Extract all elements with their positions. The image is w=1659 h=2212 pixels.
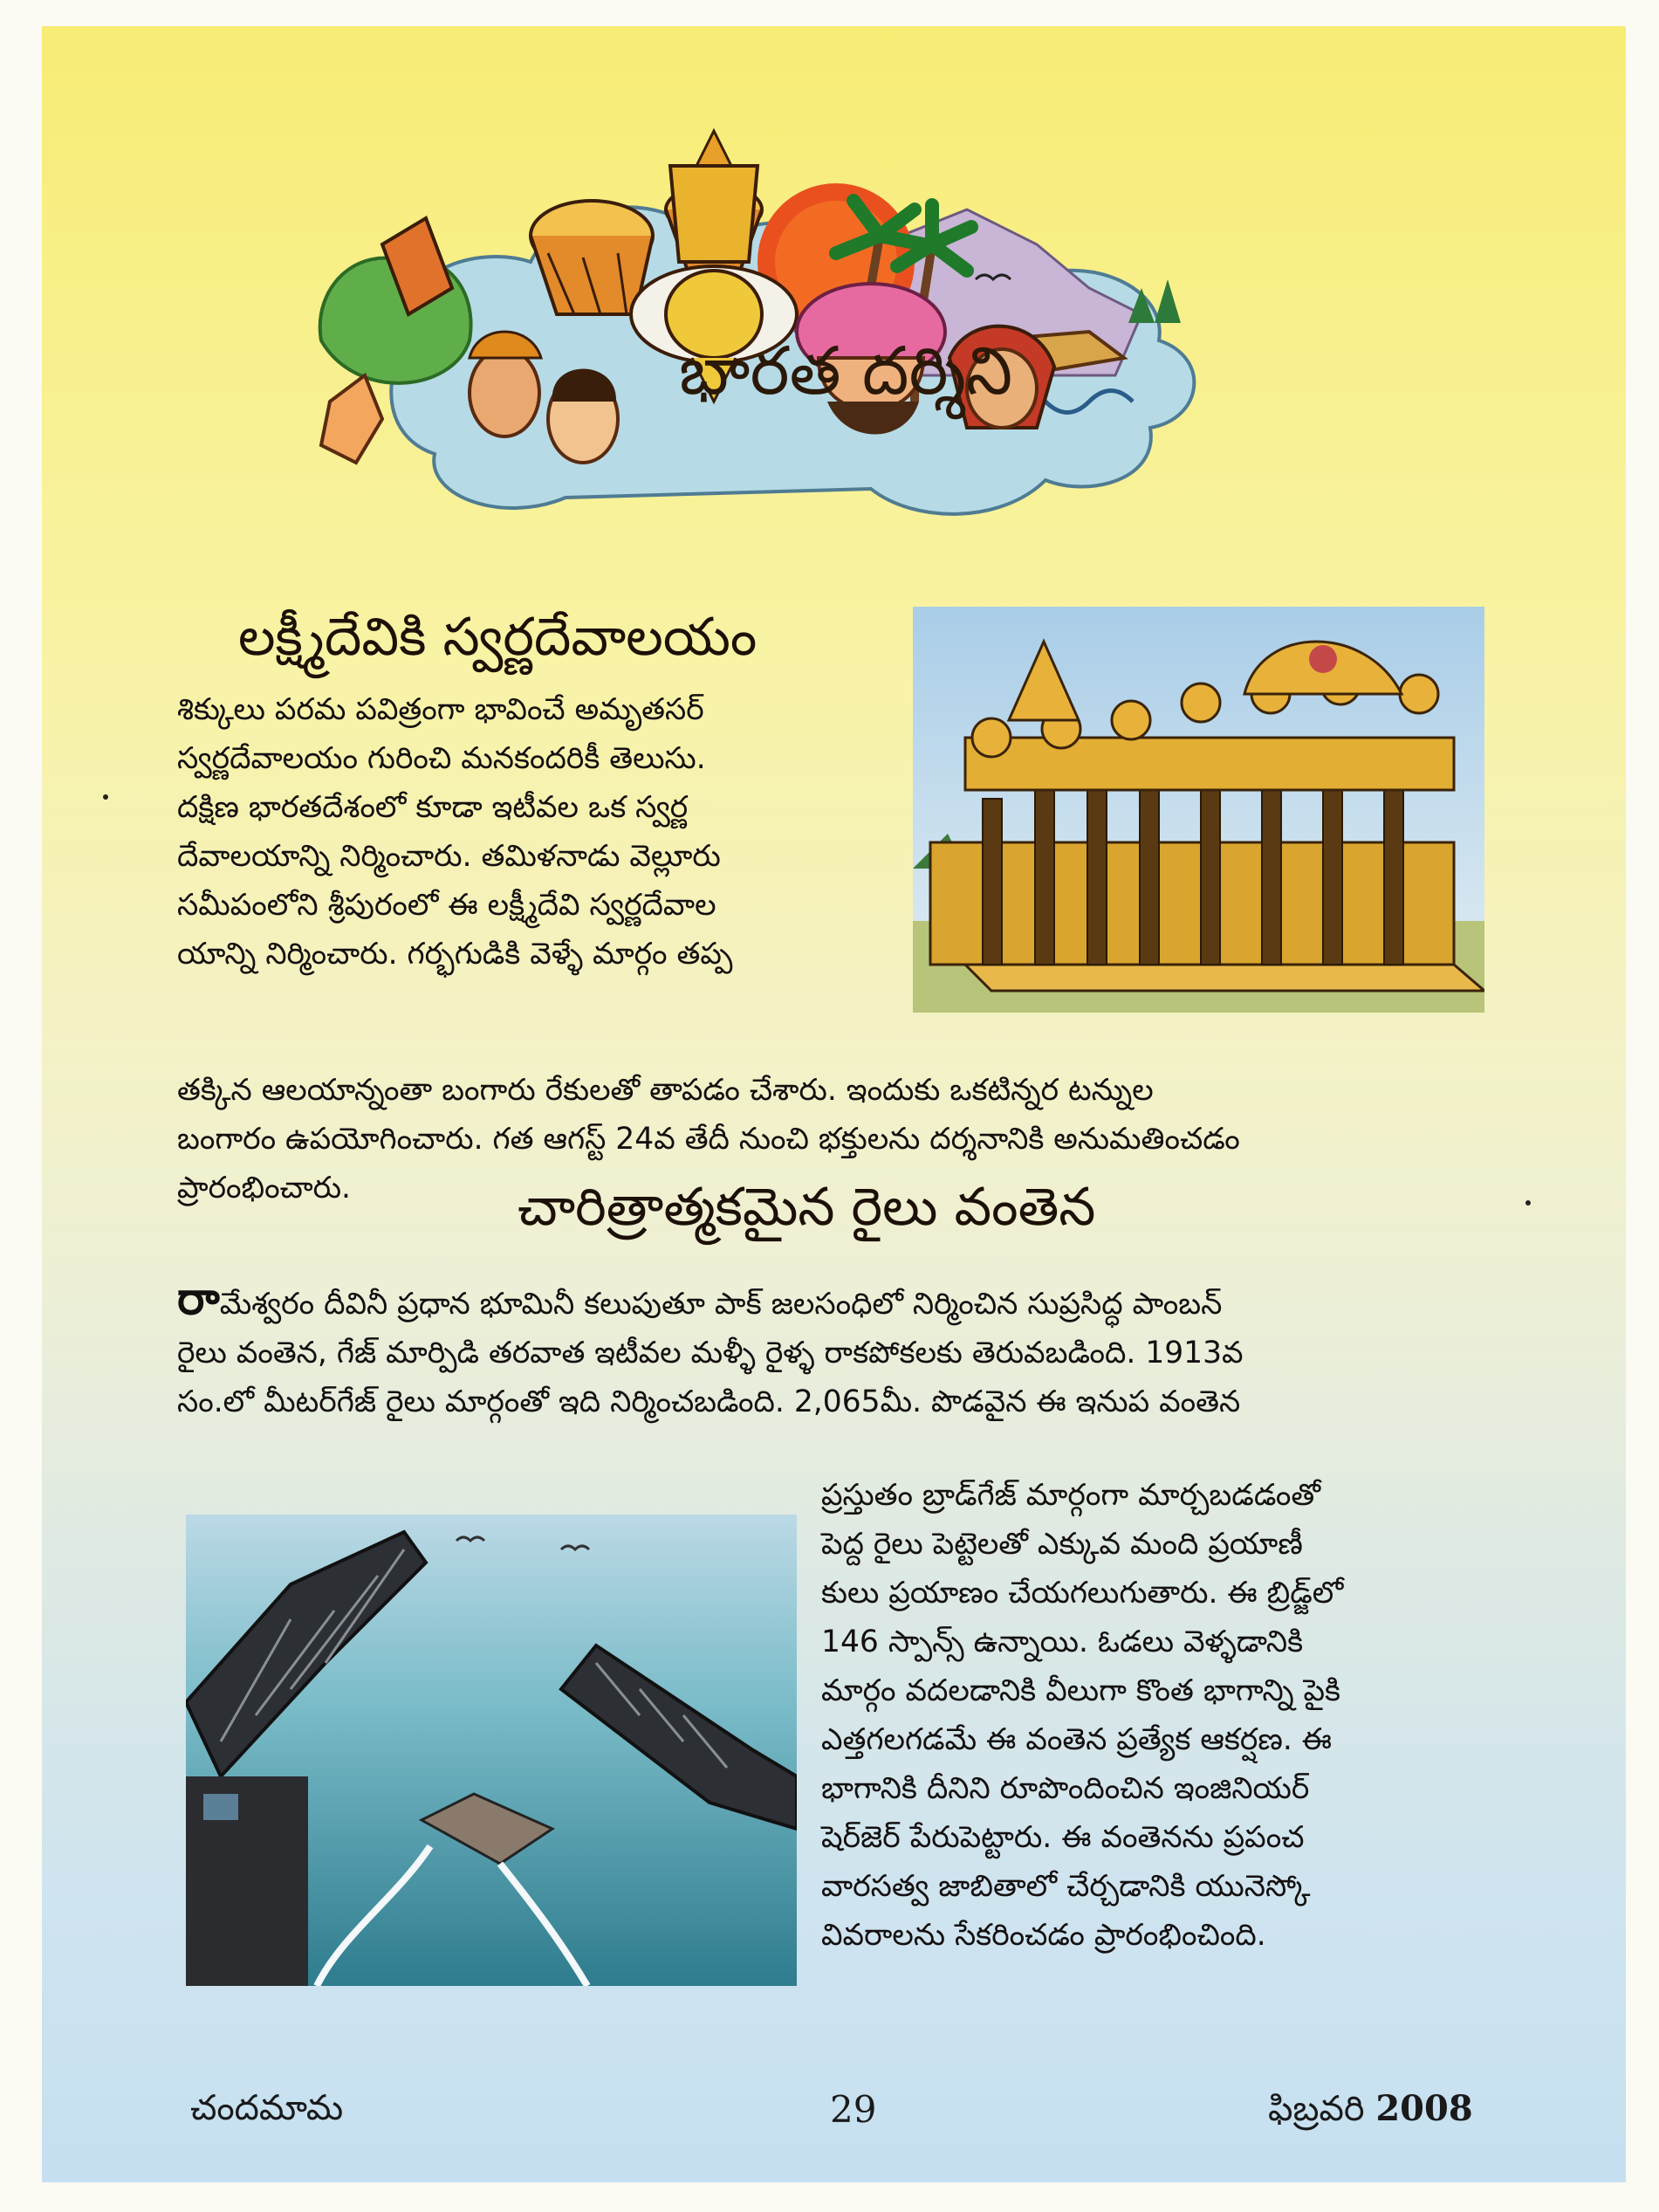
text-line: వివరాలను సేకరించడం ప్రారంభించింది. — [821, 1918, 1266, 1953]
banner-title: భారత దర్శిని — [679, 332, 1013, 409]
article2-heading: చారిత్రాత్మకమైన రైలు వంతెన — [518, 1177, 1096, 1238]
text-line: శిక్కులు పరమ పవిత్రంగా భావించే అమృతసర్ — [177, 692, 704, 727]
stray-dot — [103, 794, 108, 800]
stray-dot — [1525, 1200, 1531, 1206]
magazine-page — [42, 26, 1626, 2182]
footer-month: ఫిబ్రవరి — [1268, 2089, 1365, 2129]
text-line — [177, 1274, 1512, 1329]
text-line: వారసత్వ జాబితాలో చేర్చడానికి యునెస్కో — [821, 1869, 1311, 1904]
text-line: భాగానికి దీనిని రూపొందించిన ఇంజినియర్ — [821, 1771, 1310, 1806]
article1-wrap-text — [177, 685, 900, 979]
text-line: కులు ప్రయాణం చేయగలుగుతారు. ఈ బ్రిడ్జ్‌లో — [821, 1576, 1344, 1611]
golden-temple-illustration — [913, 607, 1484, 1013]
footer-year: 2008 — [1375, 2088, 1473, 2129]
text-line: షెర్‌జెర్ పేరుపెట్టారు. ఈ వంతెనను ప్రపంచ — [821, 1820, 1305, 1855]
text-line: దక్షిణ భారతదేశంలో కూడా ఇటీవల ఒక స్వర్ణ — [177, 790, 689, 825]
text-line: 146 స్పాన్స్ ఉన్నాయి. ఓడలు వెళ్ళడానికి — [821, 1625, 1304, 1659]
text-line: బంగారం ఉపయోగించారు. గత ఆగస్ట్ 24వ తేదీ నుంచి భక్తులను దర్శనానికి అనుమతించడం — [177, 1122, 1240, 1157]
text-line: తక్కిన ఆలయాన్నంతా బంగారు రేకులతో తాపడం చేశారు. ఇందుకు ఒకటిన్నర టన్నుల — [177, 1073, 1154, 1108]
footer-page-number: 29 — [830, 2088, 877, 2131]
text-line: ప్రస్తుతం బ్రాడ్‌గేజ్ మార్గంగా మార్చబడడంతో — [821, 1478, 1320, 1513]
text-line: ప్రారంభించారు. — [177, 1171, 352, 1206]
text-line: సం.లో మీటర్‌గేజ్ రైలు మార్గంతో ఇది నిర్మించబడింది. 2,065మీ. పొడవైన ఈ ఇనుప వంతెన — [177, 1384, 1241, 1419]
text-line: యాన్ని నిర్మించారు. గర్భగుడికి వెళ్ళే మార్గం తప్ప — [177, 937, 733, 972]
article1-heading: లక్ష్మీదేవికి స్వర్ణదేవాలయం — [238, 607, 758, 668]
pamban-bridge-illustration — [186, 1515, 797, 1986]
footer-magazine-name: చందమామ — [190, 2088, 344, 2128]
text-line: రైలు వంతెన, గేజ్ మార్పిడి తరవాత ఇటీవల మళ్ళీ రైళ్ళ రాకపోకలకు తెరువబడింది. 1913వ — [177, 1336, 1244, 1370]
article2-full-text — [177, 1274, 1512, 1426]
article2-column-text — [821, 1471, 1512, 1960]
drop-cap: రా — [177, 1273, 220, 1325]
text-line: దేవాలయాన్ని నిర్మించారు. తమిళనాడు వెల్లూరు — [177, 839, 721, 874]
text-line: మార్గం వదలడానికి వీలుగా కొంత భాగాన్ని పైకి — [821, 1673, 1341, 1708]
text-line: ఎత్తగలగడమే ఈ వంతెన ప్రత్యేక ఆకర్షణ. ఈ — [821, 1722, 1333, 1757]
text-line-rest: మేశ్వరం దీవినీ ప్రధాన భూమినీ కలుపుతూ పాక్ జలసంధిలో నిర్మించిన సుప్రసిద్ధ పాంబన్ — [219, 1287, 1223, 1322]
footer-issue-date — [1268, 2088, 1473, 2138]
text-line: పెద్ద రైలు పెట్టెలతో ఎక్కువ మంది ప్రయాణీ — [821, 1527, 1303, 1562]
text-line: స్వర్ణదేవాలయం గురించి మనకందరికీ తెలుసు. — [177, 741, 706, 776]
text-line: సమీపంలోని శ్రీపురంలో ఈ లక్ష్మీదేవి స్వర్ణదేవాల — [177, 888, 716, 923]
